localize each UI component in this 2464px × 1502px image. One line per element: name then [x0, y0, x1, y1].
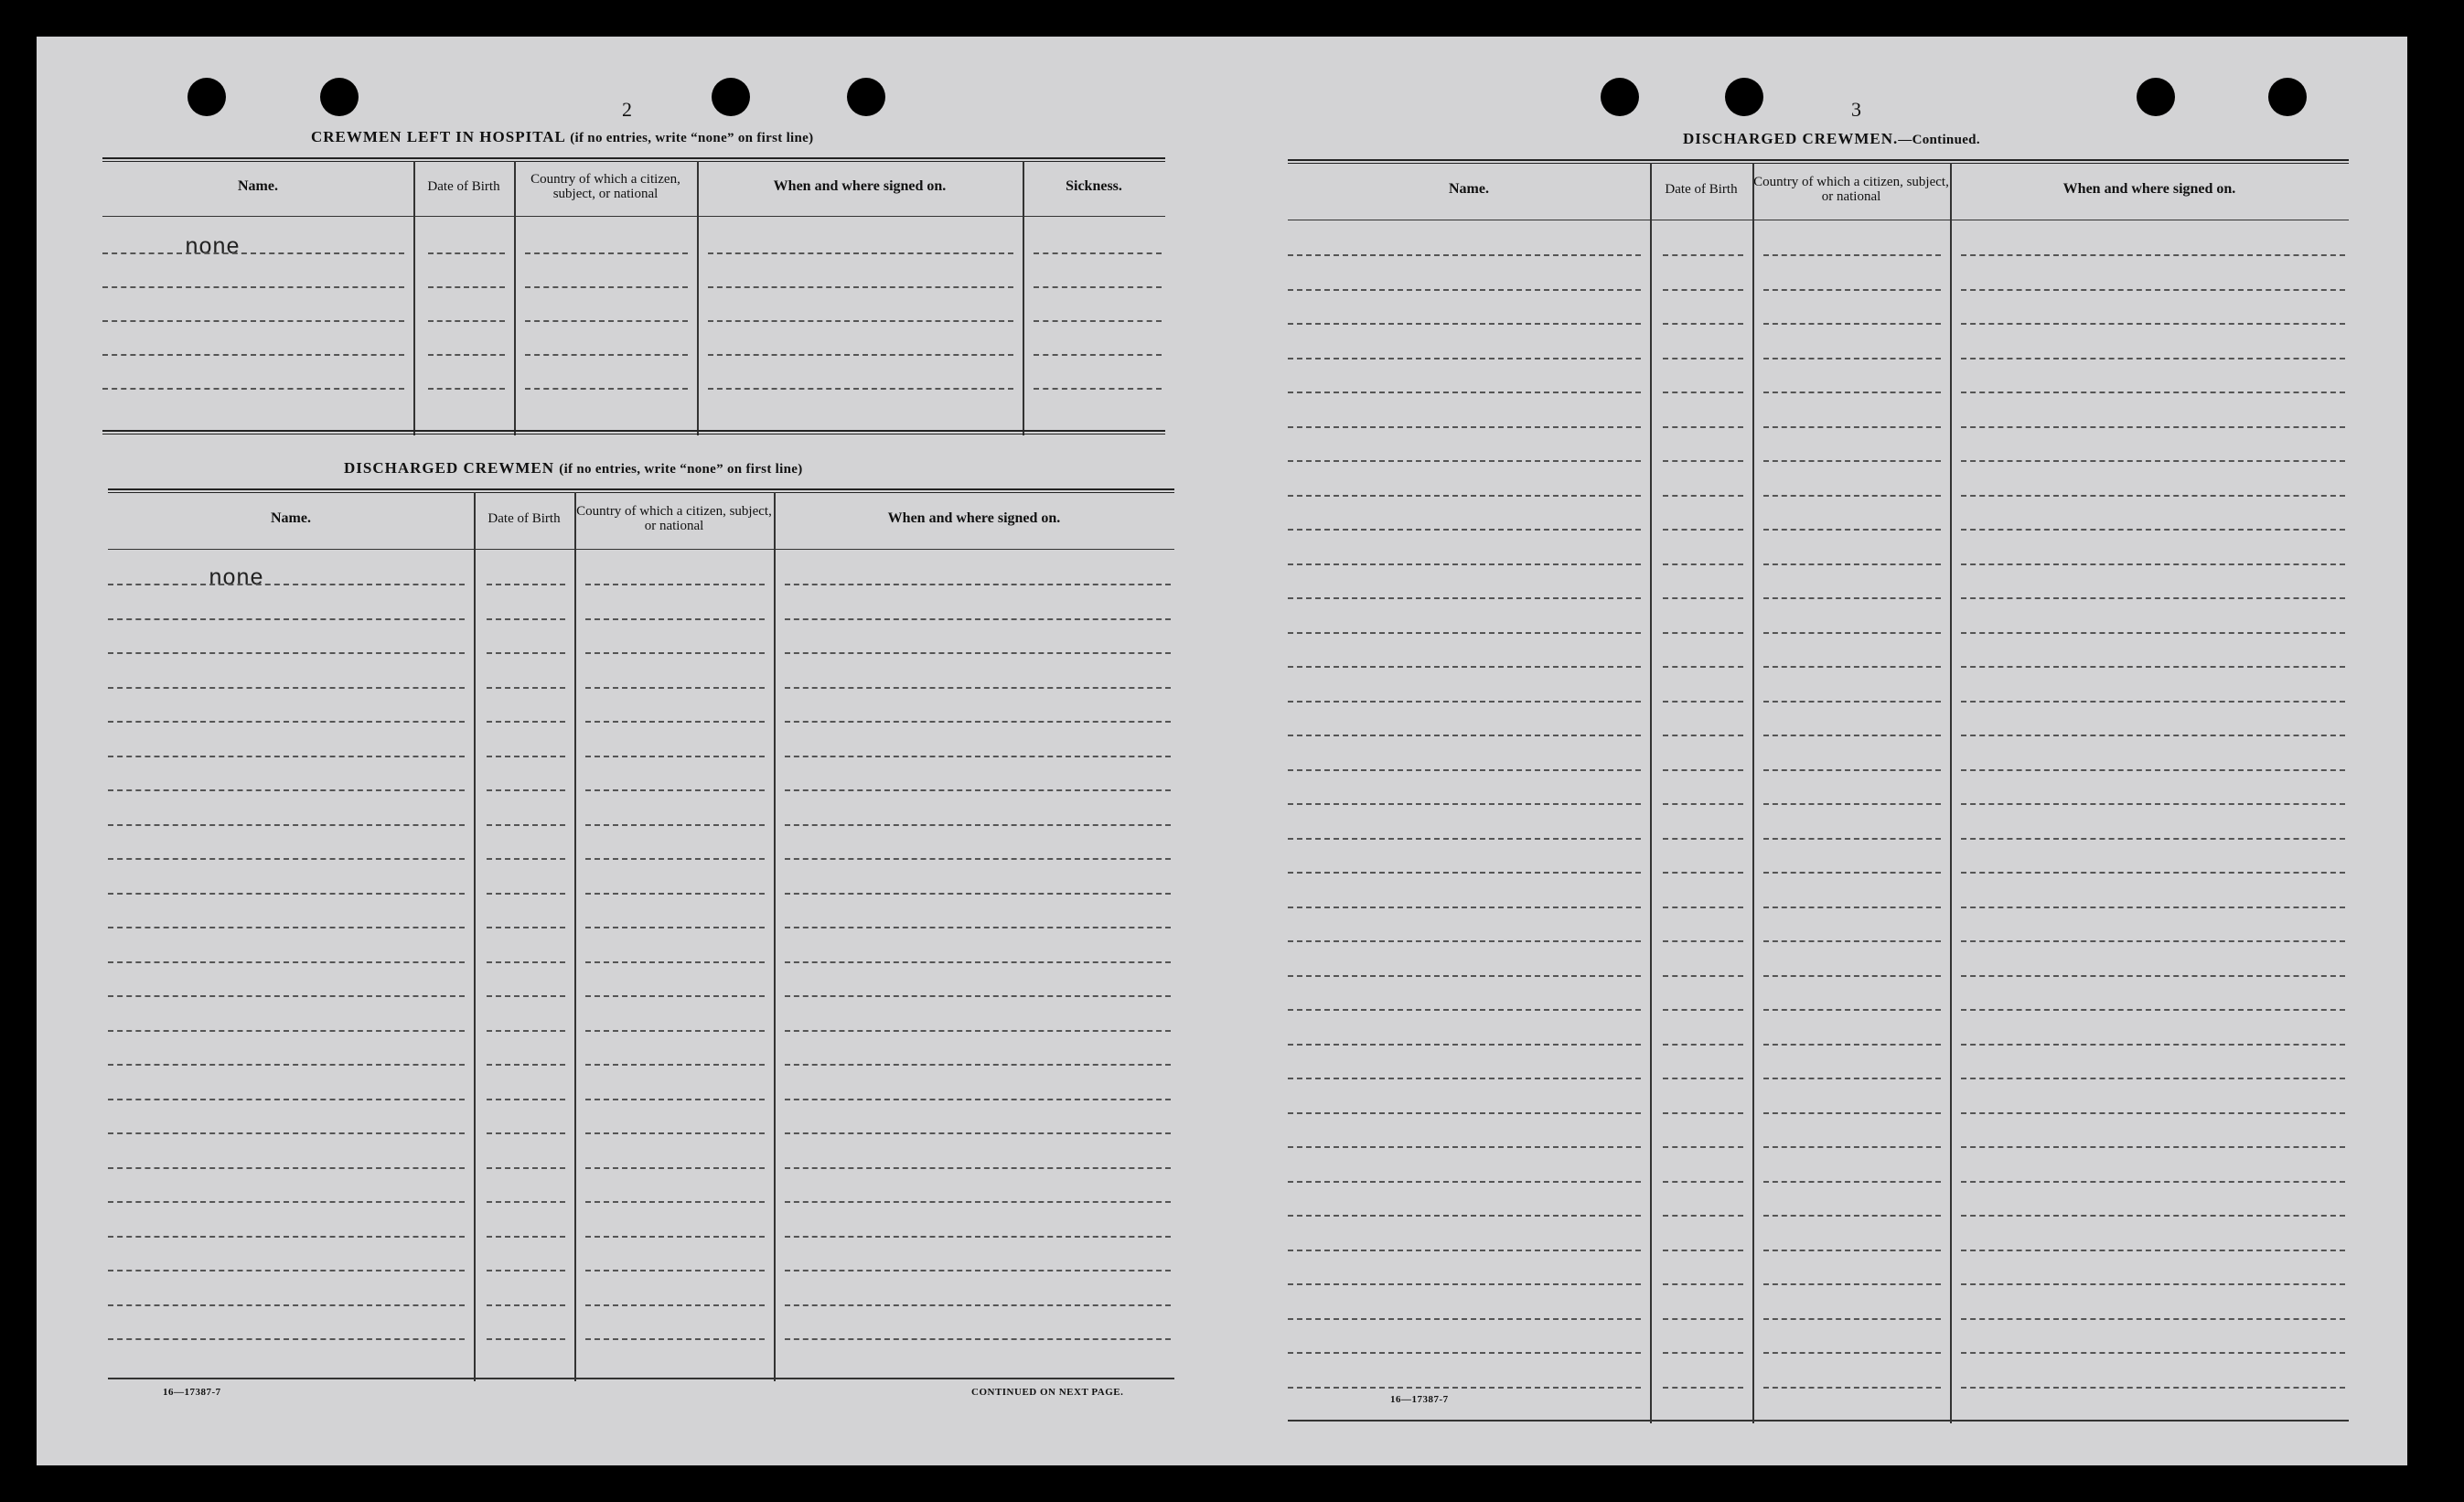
- ruled-line: [1763, 666, 1941, 668]
- ruled-line: [785, 1270, 1171, 1271]
- ruled-line: [108, 756, 465, 757]
- ruled-line: [108, 1236, 465, 1238]
- ruled-line: [785, 721, 1171, 723]
- ruled-line: [1288, 392, 1641, 393]
- ruled-line: [1663, 632, 1743, 634]
- punch-hole-icon: [712, 78, 750, 116]
- ruled-line: [1663, 1181, 1743, 1183]
- ruled-line: [108, 584, 465, 585]
- ruled-line: [1288, 1112, 1641, 1114]
- ruled-line: [708, 320, 1013, 322]
- ruled-line: [585, 1338, 765, 1340]
- ruled-line: [785, 584, 1171, 585]
- ruled-line: [1763, 1181, 1941, 1183]
- col-header-date-of-birth: Date of Birth: [487, 511, 561, 526]
- ruled-line: [1034, 388, 1162, 390]
- ruled-line: [1961, 358, 2345, 359]
- ruled-line: [1763, 1009, 1941, 1011]
- discharged-entry: none: [209, 565, 264, 592]
- ruled-line: [1763, 1352, 1941, 1354]
- ruled-line: [1961, 460, 2345, 462]
- ruled-line: [108, 961, 465, 963]
- ruled-line: [1288, 872, 1641, 874]
- ruled-line: [1961, 1009, 2345, 1011]
- ruled-line: [102, 388, 404, 390]
- ruled-line: [1763, 254, 1941, 256]
- ruled-line: [108, 1338, 465, 1340]
- ruled-line: [108, 858, 465, 860]
- ruled-line: [1034, 354, 1162, 356]
- ruled-line: [1663, 323, 1743, 325]
- ruled-line: [1763, 769, 1941, 771]
- ruled-line: [108, 687, 465, 689]
- ruled-line: [1961, 1181, 2345, 1183]
- continued-note: CONTINUED ON NEXT PAGE.: [971, 1387, 1124, 1398]
- ruled-line: [1663, 666, 1743, 668]
- punch-hole-icon: [187, 78, 226, 116]
- ruled-line: [1961, 735, 2345, 736]
- ruled-line: [785, 824, 1171, 826]
- col-header-signed-on: When and where signed on.: [773, 178, 947, 194]
- ruled-line: [785, 1064, 1171, 1066]
- ruled-line: [1288, 701, 1641, 703]
- ruled-line: [1961, 975, 2345, 977]
- ruled-line: [108, 1030, 465, 1032]
- ruled-line: [1763, 1044, 1941, 1046]
- ruled-line: [785, 1236, 1171, 1238]
- ruled-line: [1961, 1352, 2345, 1354]
- ruled-line: [1663, 1352, 1743, 1354]
- punch-hole-icon: [847, 78, 885, 116]
- ruled-line: [1663, 1078, 1743, 1079]
- ruled-line: [1034, 320, 1162, 322]
- ruled-line: [1663, 1044, 1743, 1046]
- ruled-line: [1288, 597, 1641, 599]
- ruled-line: [1961, 254, 2345, 256]
- ruled-line: [108, 893, 465, 895]
- punch-hole-icon: [2137, 78, 2175, 116]
- ruled-line: [1763, 1215, 1941, 1217]
- col-header-signed-on: When and where signed on.: [887, 510, 1061, 526]
- ruled-line: [1763, 872, 1941, 874]
- ruled-line: [1763, 597, 1941, 599]
- ruled-line: [708, 388, 1013, 390]
- ruled-line: [102, 354, 404, 356]
- ruled-line: [785, 995, 1171, 997]
- ruled-line: [1288, 323, 1641, 325]
- ruled-line: [785, 1338, 1171, 1340]
- col-header-sickness: Sickness.: [1066, 178, 1122, 194]
- ruled-line: [785, 652, 1171, 654]
- discharged-continued-title: DISCHARGED CREWMEN.—Continued.: [1683, 130, 1980, 147]
- col-header-country: Country of which a citizen, subject, or national: [1753, 175, 1949, 204]
- punch-hole-icon: [320, 78, 359, 116]
- ruled-line: [1961, 426, 2345, 428]
- ruled-line: [1961, 323, 2345, 325]
- ruled-line: [1961, 1112, 2345, 1114]
- ruled-line: [102, 252, 404, 254]
- ruled-line: [428, 252, 505, 254]
- ruled-line: [1961, 392, 2345, 393]
- ruled-line: [1288, 1181, 1641, 1183]
- ruled-line: [1663, 392, 1743, 393]
- ruled-line: [1663, 1112, 1743, 1114]
- ruled-line: [108, 1270, 465, 1271]
- ruled-line: [1961, 1215, 2345, 1217]
- ruled-line: [1763, 701, 1941, 703]
- ruled-line: [708, 286, 1013, 288]
- ruled-line: [1288, 289, 1641, 291]
- ruled-line: [1034, 252, 1162, 254]
- ruled-line: [487, 961, 565, 963]
- ruled-line: [1663, 940, 1743, 942]
- ruled-line: [1763, 358, 1941, 359]
- ruled-line: [1288, 426, 1641, 428]
- ruled-line: [108, 789, 465, 791]
- ruled-line: [585, 927, 765, 928]
- ruled-line: [585, 1132, 765, 1134]
- ruled-line: [1663, 1283, 1743, 1285]
- ruled-line: [1663, 254, 1743, 256]
- ruled-line: [585, 995, 765, 997]
- ruled-line: [585, 961, 765, 963]
- ruled-line: [785, 1099, 1171, 1100]
- ruled-line: [428, 354, 505, 356]
- ruled-line: [428, 320, 505, 322]
- ruled-line: [585, 1270, 765, 1271]
- ruled-line: [1663, 975, 1743, 977]
- ruled-line: [1763, 563, 1941, 565]
- col-header-name: Name.: [1449, 181, 1489, 197]
- ruled-line: [487, 995, 565, 997]
- ruled-line: [1663, 529, 1743, 531]
- ruled-line: [1663, 1318, 1743, 1320]
- ruled-line: [1961, 1250, 2345, 1251]
- ruled-line: [1763, 1250, 1941, 1251]
- col-header-signed-on: When and where signed on.: [2062, 181, 2236, 197]
- ruled-line: [785, 858, 1171, 860]
- ruled-line: [785, 961, 1171, 963]
- ruled-line: [1763, 1112, 1941, 1114]
- ruled-line: [1961, 803, 2345, 805]
- ruled-line: [1663, 735, 1743, 736]
- ruled-line: [1663, 907, 1743, 908]
- ruled-line: [108, 721, 465, 723]
- ruled-line: [1961, 701, 2345, 703]
- ruled-line: [108, 652, 465, 654]
- ruled-line: [1288, 1387, 1641, 1389]
- ruled-line: [1961, 1387, 2345, 1389]
- ruled-line: [1961, 1146, 2345, 1148]
- ruled-line: [585, 618, 765, 620]
- ruled-line: [487, 1338, 565, 1340]
- ruled-line: [585, 858, 765, 860]
- ruled-line: [1663, 1250, 1743, 1251]
- ruled-line: [1288, 666, 1641, 668]
- ruled-line: [108, 824, 465, 826]
- ruled-line: [1663, 358, 1743, 359]
- ruled-line: [1663, 1387, 1743, 1389]
- ruled-line: [1961, 1283, 2345, 1285]
- ruled-line: [1763, 529, 1941, 531]
- ruled-line: [1288, 803, 1641, 805]
- ruled-line: [428, 388, 505, 390]
- ruled-line: [1961, 907, 2345, 908]
- ruled-line: [1288, 1009, 1641, 1011]
- ruled-line: [1663, 838, 1743, 840]
- ruled-line: [1763, 735, 1941, 736]
- ruled-line: [1288, 1318, 1641, 1320]
- ruled-line: [1763, 1387, 1941, 1389]
- page-number: 3: [1851, 98, 1861, 121]
- ruled-line: [108, 618, 465, 620]
- ruled-line: [108, 1167, 465, 1169]
- ruled-line: [1961, 940, 2345, 942]
- col-header-date-of-birth: Date of Birth: [427, 179, 500, 194]
- ruled-line: [1288, 735, 1641, 736]
- ruled-line: [1288, 460, 1641, 462]
- ruled-line: [1763, 323, 1941, 325]
- ruled-line: [585, 824, 765, 826]
- ruled-line: [1961, 872, 2345, 874]
- ruled-line: [1763, 495, 1941, 497]
- ruled-line: [487, 893, 565, 895]
- page-number: 2: [622, 98, 632, 121]
- ruled-line: [1763, 975, 1941, 977]
- ruled-line: [1961, 495, 2345, 497]
- ruled-line: [1663, 701, 1743, 703]
- ruled-line: [585, 1236, 765, 1238]
- ruled-line: [525, 354, 688, 356]
- ruled-line: [525, 388, 688, 390]
- discharged-section-title: DISCHARGED CREWMEN (if no entries, write “none” on first line): [344, 459, 803, 477]
- ruled-line: [1961, 1078, 2345, 1079]
- ruled-line: [487, 1132, 565, 1134]
- ruled-line: [487, 1099, 565, 1100]
- ruled-line: [1288, 632, 1641, 634]
- form-number: 16—17387-7: [1390, 1394, 1449, 1405]
- ruled-line: [487, 858, 565, 860]
- ruled-line: [1961, 289, 2345, 291]
- ruled-line: [487, 756, 565, 757]
- ruled-line: [1961, 563, 2345, 565]
- ruled-line: [585, 893, 765, 895]
- col-header-country: Country of which a citizen, subject, or national: [576, 504, 772, 533]
- ruled-line: [585, 1099, 765, 1100]
- ruled-line: [785, 1304, 1171, 1306]
- ruled-line: [1663, 426, 1743, 428]
- ruled-line: [1288, 1078, 1641, 1079]
- ruled-line: [108, 1099, 465, 1100]
- ruled-line: [1288, 940, 1641, 942]
- ruled-line: [785, 618, 1171, 620]
- ruled-line: [585, 1304, 765, 1306]
- ruled-line: [525, 320, 688, 322]
- ruled-line: [1961, 529, 2345, 531]
- ruled-line: [1663, 460, 1743, 462]
- ruled-line: [785, 1167, 1171, 1169]
- ruled-line: [1663, 597, 1743, 599]
- ruled-line: [1961, 838, 2345, 840]
- ruled-line: [102, 286, 404, 288]
- ruled-line: [1288, 495, 1641, 497]
- ruled-line: [1663, 1009, 1743, 1011]
- ruled-line: [487, 584, 565, 585]
- ruled-line: [487, 687, 565, 689]
- ruled-line: [1961, 632, 2345, 634]
- ruled-line: [487, 1304, 565, 1306]
- ruled-line: [108, 1064, 465, 1066]
- ruled-line: [487, 824, 565, 826]
- ruled-line: [1663, 1215, 1743, 1217]
- ruled-line: [708, 252, 1013, 254]
- ruled-line: [1288, 1146, 1641, 1148]
- punch-hole-icon: [2268, 78, 2307, 116]
- ruled-line: [1763, 907, 1941, 908]
- col-header-name: Name.: [238, 178, 278, 194]
- ruled-line: [1763, 838, 1941, 840]
- discharged-continued-table: [1288, 159, 2349, 1423]
- ruled-line: [1663, 495, 1743, 497]
- ruled-line: [1961, 769, 2345, 771]
- col-header-name: Name.: [271, 510, 311, 526]
- ruled-line: [585, 756, 765, 757]
- form-number: 16—17387-7: [163, 1387, 221, 1398]
- ruled-line: [108, 995, 465, 997]
- ruled-line: [1663, 872, 1743, 874]
- ruled-line: [1961, 666, 2345, 668]
- ruled-line: [1961, 1044, 2345, 1046]
- ruled-line: [108, 1132, 465, 1134]
- ruled-line: [108, 1304, 465, 1306]
- ruled-line: [1288, 1215, 1641, 1217]
- ruled-line: [487, 1064, 565, 1066]
- ruled-line: [1663, 289, 1743, 291]
- ruled-line: [708, 354, 1013, 356]
- ruled-line: [1288, 907, 1641, 908]
- ruled-line: [585, 1167, 765, 1169]
- ruled-line: [487, 1030, 565, 1032]
- ruled-line: [1763, 289, 1941, 291]
- ruled-line: [585, 1064, 765, 1066]
- ruled-line: [1961, 1318, 2345, 1320]
- ruled-line: [487, 1236, 565, 1238]
- ruled-line: [1763, 1078, 1941, 1079]
- right-page: [1222, 37, 2407, 1465]
- ruled-line: [785, 927, 1171, 928]
- ruled-line: [585, 789, 765, 791]
- ruled-line: [1288, 975, 1641, 977]
- ruled-line: [1288, 358, 1641, 359]
- ruled-line: [1288, 1250, 1641, 1251]
- ruled-line: [487, 1167, 565, 1169]
- ruled-line: [1288, 529, 1641, 531]
- ruled-line: [585, 1201, 765, 1203]
- ruled-line: [1961, 597, 2345, 599]
- col-header-date-of-birth: Date of Birth: [1665, 182, 1738, 197]
- ruled-line: [1763, 1283, 1941, 1285]
- form-sheet: [37, 37, 2407, 1465]
- ruled-line: [102, 320, 404, 322]
- ruled-line: [1663, 803, 1743, 805]
- ruled-line: [1763, 392, 1941, 393]
- ruled-line: [1663, 563, 1743, 565]
- left-page: [37, 37, 1222, 1465]
- ruled-line: [487, 1270, 565, 1271]
- ruled-line: [487, 652, 565, 654]
- ruled-line: [785, 1030, 1171, 1032]
- ruled-line: [585, 721, 765, 723]
- ruled-line: [785, 687, 1171, 689]
- ruled-line: [1288, 1044, 1641, 1046]
- hospital-section-title: CREWMEN LEFT IN HOSPITAL (if no entries, write “none” on first line): [311, 128, 814, 145]
- ruled-line: [1288, 254, 1641, 256]
- ruled-line: [585, 687, 765, 689]
- ruled-line: [1763, 632, 1941, 634]
- ruled-line: [1763, 1318, 1941, 1320]
- ruled-line: [525, 252, 688, 254]
- ruled-line: [785, 756, 1171, 757]
- ruled-line: [1288, 1352, 1641, 1354]
- ruled-line: [1763, 803, 1941, 805]
- discharged-table: [108, 488, 1174, 1381]
- ruled-line: [487, 721, 565, 723]
- ruled-line: [1663, 1146, 1743, 1148]
- ruled-line: [1763, 940, 1941, 942]
- ruled-line: [1663, 769, 1743, 771]
- ruled-line: [1288, 563, 1641, 565]
- ruled-line: [1288, 838, 1641, 840]
- ruled-line: [487, 618, 565, 620]
- ruled-line: [585, 584, 765, 585]
- ruled-line: [785, 1201, 1171, 1203]
- ruled-line: [487, 927, 565, 928]
- ruled-line: [108, 927, 465, 928]
- ruled-line: [108, 1201, 465, 1203]
- ruled-line: [525, 286, 688, 288]
- punch-hole-icon: [1601, 78, 1639, 116]
- punch-hole-icon: [1725, 78, 1763, 116]
- ruled-line: [487, 789, 565, 791]
- ruled-line: [487, 1201, 565, 1203]
- ruled-line: [785, 789, 1171, 791]
- ruled-line: [785, 893, 1171, 895]
- hospital-entry: none: [185, 234, 241, 261]
- ruled-line: [585, 1030, 765, 1032]
- ruled-line: [1763, 460, 1941, 462]
- ruled-line: [785, 1132, 1171, 1134]
- hospital-table: [102, 157, 1165, 435]
- col-header-country: Country of which a citizen, subject, or national: [530, 172, 680, 201]
- ruled-line: [428, 286, 505, 288]
- ruled-line: [1288, 1283, 1641, 1285]
- ruled-line: [1034, 286, 1162, 288]
- ruled-line: [585, 652, 765, 654]
- ruled-line: [1288, 769, 1641, 771]
- ruled-line: [1763, 426, 1941, 428]
- ruled-line: [1763, 1146, 1941, 1148]
